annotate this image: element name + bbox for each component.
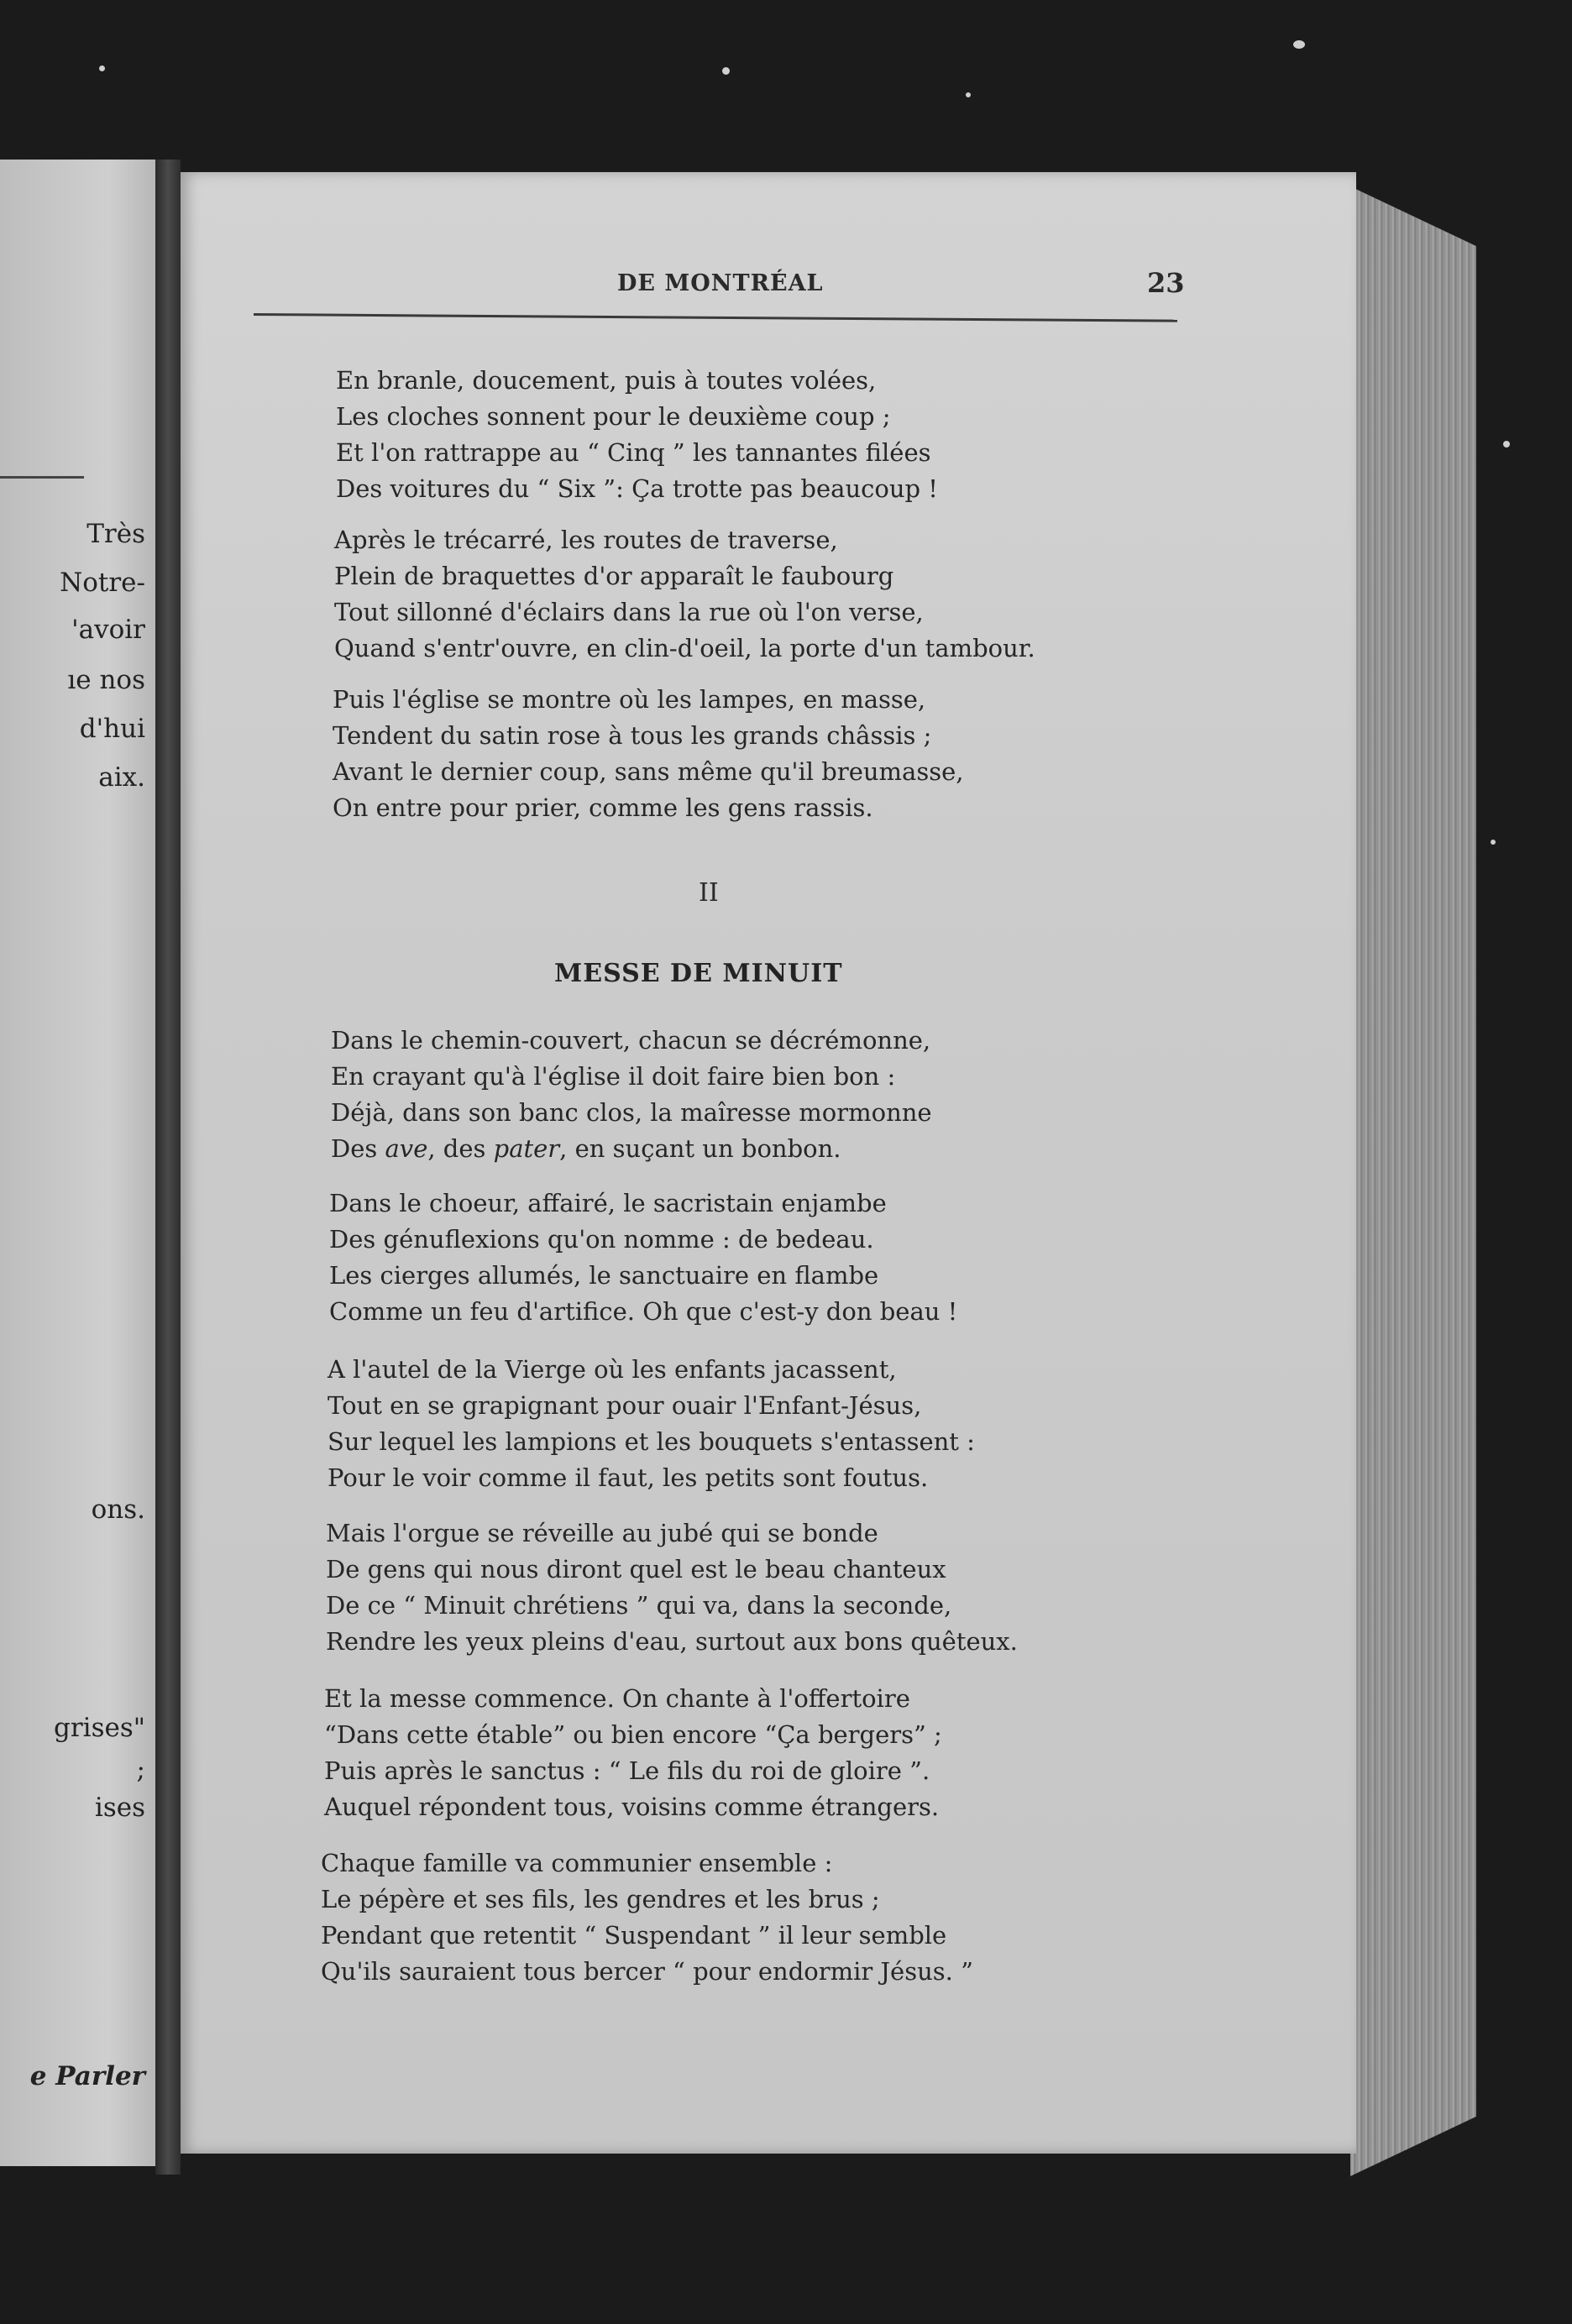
verse-line [331,1131,932,1167]
stanza [328,1352,975,1496]
verse-line: Chaque famille va communier ensemble : [321,1849,833,1877]
running-title: DE MONTRÉAL [617,270,824,296]
previous-page-line: Notre- [60,568,145,598]
verse-line: Dans le chemin-couvert, chacun se décrémonne, [331,1026,931,1055]
book-gutter [155,160,181,2175]
stanza [329,1186,957,1330]
previous-page-line: Très [86,519,145,549]
film-speck [1491,840,1496,845]
verse-text: Des [331,1134,385,1163]
stanza [333,682,963,826]
previous-page-line: ; [136,1755,145,1785]
film-speck [1503,441,1510,448]
previous-page-line: grises" [54,1713,145,1743]
stanza [326,1515,1018,1660]
verse-line: Tout en se grapignant pour ouair l'Enfant-Jésus, [328,1391,922,1420]
verse-line: Comme un feu d'artifice. Oh que c'est-y don beau ! [329,1297,958,1326]
verse-line: Puis l'église se montre où les lampes, en masse, [333,685,926,714]
section-numeral: II [699,878,719,908]
verse-line: A l'autel de la Vierge où les enfants jacassent, [328,1355,897,1384]
verse-line: Quand s'entr'ouvre, en clin-d'oeil, la porte d'un tambour. [334,634,1035,662]
verse-line: Après le trécarré, les routes de traverse, [334,526,838,554]
previous-page-line: e Parler [29,2061,145,2091]
previous-page-line: aix. [98,762,145,793]
verse-line: De gens qui nous diront quel est le beau chanteux [326,1555,946,1583]
film-speck [722,67,730,75]
verse-line: Avant le dernier coup, sans même qu'il breumasse, [333,757,964,786]
verse-line: “Dans cette étable” ou bien encore “Ça bergers” ; [324,1720,942,1749]
previous-page-rule [0,476,84,479]
verse-line: Pour le voir comme il faut, les petits sont foutus. [328,1463,929,1492]
verse-line: Des génuflexions qu'on nomme : de bedeau. [329,1225,874,1254]
verse-line: En crayant qu'à l'église il doit faire bien bon : [331,1062,896,1091]
page-edge-stack [1350,186,1476,2176]
section-title: MESSE DE MINUIT [554,959,843,988]
previous-page-line: 'avoir [71,615,145,645]
stanza [334,522,1035,667]
verse-line: Mais l'orgue se réveille au jubé qui se bonde [326,1519,878,1547]
verse-line: Et l'on rattrappe au “ Cinq ” les tannantes filées [336,438,931,467]
previous-page-line: ises [94,1793,145,1823]
stanza [331,1023,932,1167]
stanza [336,363,938,507]
verse-line: Rendre les yeux pleins d'eau, surtout aux bons quêteux. [326,1627,1018,1656]
verse-line: Les cloches sonnent pour le deuxième coup ; [336,402,891,431]
verse-line: Auquel répondent tous, voisins comme étrangers. [324,1793,940,1821]
verse-line: Pendant que retentit “ Suspendant ” il leur semble [321,1921,947,1950]
latin-word: pater [493,1134,560,1163]
previous-page-line: d'hui [79,714,145,744]
verse-line: Et la messe commence. On chante à l'offertoire [324,1684,910,1713]
verse-line: Dans le choeur, affairé, le sacristain enjambe [329,1189,887,1217]
film-speck [1293,40,1305,49]
previous-page-line: ıe nos [67,665,145,695]
verse-line: Déjà, dans son banc clos, la maîresse mormonne [331,1098,932,1127]
verse-text: , des [427,1134,494,1163]
stanza [324,1681,942,1825]
verse-line: Tout sillonné d'éclairs dans la rue où l'on verse, [334,598,924,626]
verse-line: Des voitures du “ Six ”: Ça trotte pas beaucoup ! [336,474,938,503]
verse-line: Sur lequel les lampions et les bouquets s'entassent : [328,1427,975,1456]
verse-line: Qu'ils sauraient tous bercer “ pour endormir Jésus. ” [321,1957,973,1986]
verse-line: Puis après le sanctus : “ Le fils du roi de gloire ”. [324,1756,930,1785]
verse-line: En branle, doucement, puis à toutes volées, [336,366,877,395]
verse-line: Le pépère et ses fils, les gendres et les brus ; [321,1885,880,1913]
verse-line: On entre pour prier, comme les gens rassis. [333,793,873,822]
verse-line: Les cierges allumés, le sanctuaire en flambe [329,1261,879,1290]
previous-page-strip [0,160,155,2166]
stanza [321,1845,973,1990]
film-speck [99,65,105,71]
page-number: 23 [1147,267,1185,299]
previous-page-line: ons. [91,1494,145,1525]
latin-word: ave [385,1134,428,1163]
verse-line: Plein de braquettes d'or apparaît le faubourg [334,562,894,590]
film-speck [966,92,971,97]
verse-line: Tendent du satin rose à tous les grands châssis ; [333,721,932,750]
verse-text: , en suçant un bonbon. [559,1134,841,1163]
verse-line: De ce “ Minuit chrétiens ” qui va, dans la seconde, [326,1591,952,1620]
